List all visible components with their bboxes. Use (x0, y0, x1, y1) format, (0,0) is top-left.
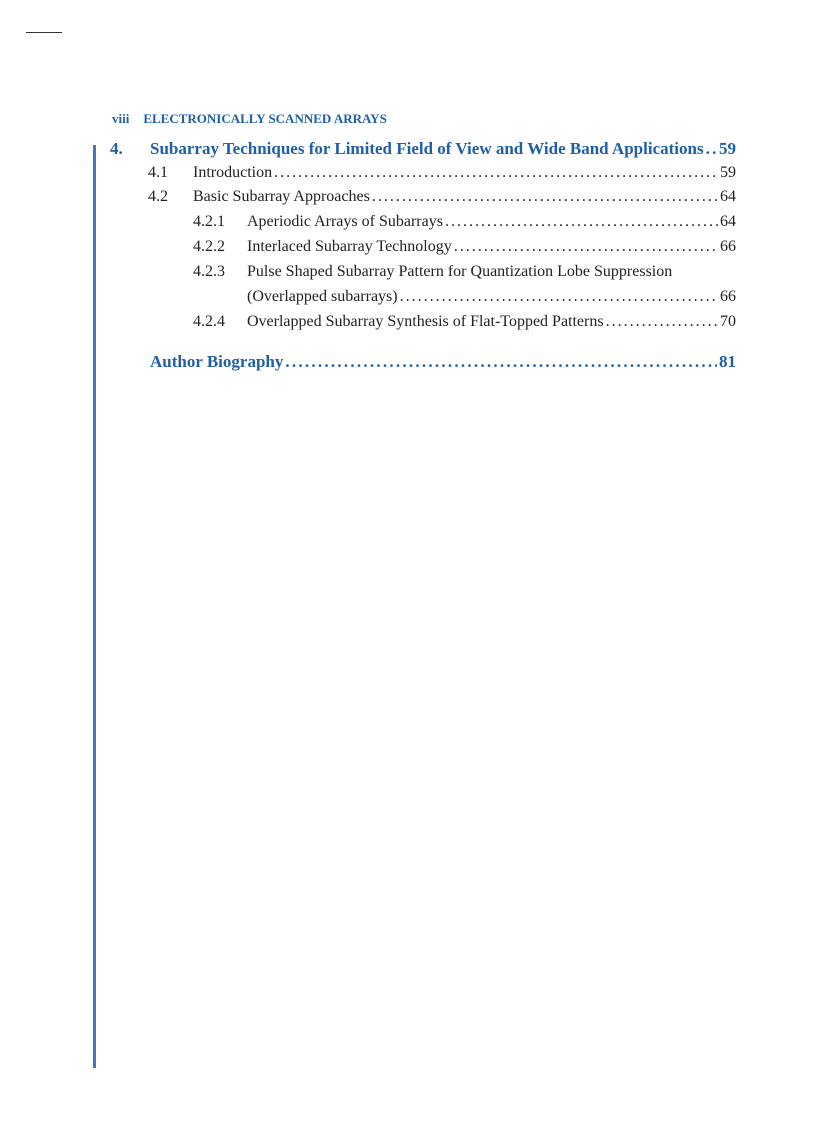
toc-entry-title: Basic Subarray Approaches (193, 188, 370, 205)
toc-entry-page: 64 (720, 213, 736, 230)
dot-leader (274, 164, 718, 182)
crop-mark (26, 32, 62, 33)
toc-entry-number: 4.1 (148, 164, 168, 181)
toc-entry-number: 4.2.1 (193, 213, 225, 230)
dot-leader (606, 313, 718, 331)
toc-entry-number: 4.2.2 (193, 238, 225, 255)
toc-entry-4-2-3[interactable] (193, 263, 736, 281)
toc-entry-number: 4.2.3 (193, 263, 225, 280)
toc-entry-title: Aperiodic Arrays of Subarrays (247, 213, 443, 230)
toc-entry-4-2-4[interactable] (193, 313, 736, 331)
toc-entry-page: 66 (720, 238, 736, 255)
toc-entry-4-2-2[interactable] (193, 238, 736, 256)
toc-entry-4-2-3-continued[interactable] (247, 288, 736, 306)
toc-entry-number: 4. (110, 139, 123, 158)
dot-leader (454, 238, 718, 256)
toc-entry-4-2-1[interactable] (193, 213, 736, 231)
toc-entry-title: Subarray Techniques for Limited Field of View and Wide Band Applications (150, 139, 704, 158)
running-head (112, 111, 387, 127)
dot-leader (445, 213, 718, 231)
toc-entry-chapter-4[interactable] (110, 139, 736, 159)
dot-leader (372, 188, 718, 206)
margin-rule (93, 145, 96, 1068)
dot-leader (706, 139, 717, 159)
toc-entry-page: 59 (719, 139, 736, 158)
toc-entry-page: 59 (720, 164, 736, 181)
toc-entry-title: Author Biography (150, 352, 284, 371)
page-number-label: viii (112, 111, 130, 126)
toc-entry-page: 81 (719, 352, 736, 371)
dot-leader (400, 288, 718, 306)
toc-entry-title: Introduction (193, 164, 273, 181)
toc-entry-number: 4.2.4 (193, 313, 225, 330)
toc-entry-title: Interlaced Subarray Technology (247, 238, 452, 255)
toc-entry-4-2[interactable] (148, 188, 736, 206)
toc-entry-title-continued: (Overlapped subarrays) (247, 288, 398, 305)
toc-entry-author-biography[interactable] (150, 352, 736, 372)
book-title: ELECTRONICALLY SCANNED ARRAYS (143, 111, 387, 126)
toc-entry-number: 4.2 (148, 188, 168, 205)
toc-entry-4-1[interactable] (148, 164, 736, 182)
toc-entry-page: 66 (720, 288, 736, 305)
toc-entry-page: 70 (720, 313, 736, 330)
toc-entry-title: Overlapped Subarray Synthesis of Flat-Topped Patterns (247, 313, 604, 330)
dot-leader (285, 352, 717, 372)
toc-entry-title: Pulse Shaped Subarray Pattern for Quantization Lobe Suppression (247, 263, 673, 280)
toc-entry-page: 64 (720, 188, 736, 205)
